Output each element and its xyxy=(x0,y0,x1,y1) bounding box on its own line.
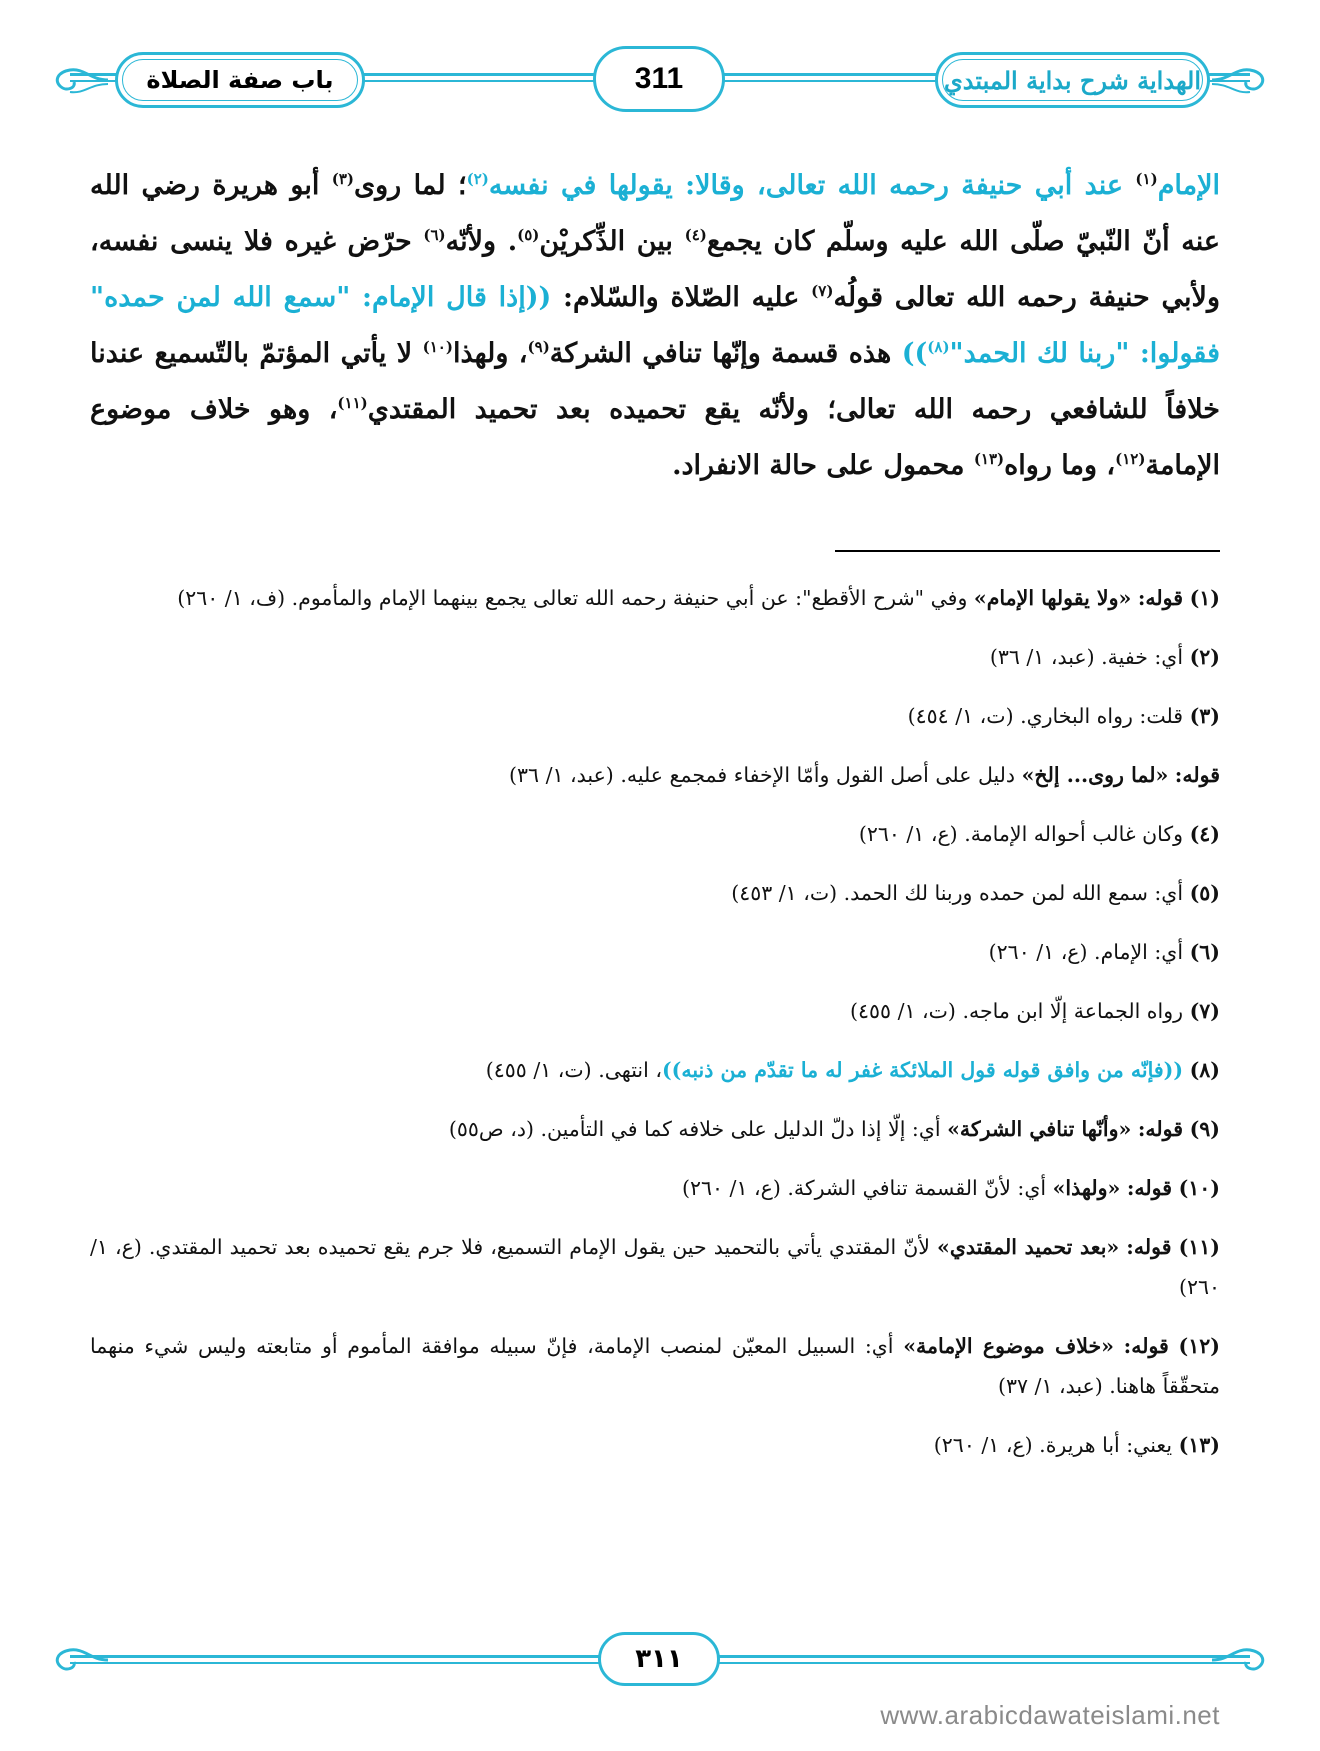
footnote-7: (٧) رواه الجماعة إلّا ابن ماجه. (ت، ١/ ٤٥٥) xyxy=(850,999,1220,1023)
footnote-ref[interactable]: (٩) xyxy=(527,338,550,356)
main-text xyxy=(90,158,1220,494)
commentary-text: أبو هريرة رضي الله عنه أنّ النّبيّ صلّى الله عليه وسلّم كان يجمع xyxy=(90,170,1220,257)
left-ornament-icon xyxy=(40,60,110,100)
footnote-ref[interactable]: (٥) xyxy=(517,226,540,244)
footnote-9: (٩) قوله: «وأنّها تنافي الشركة» أي: إلّا إذا دلّ الدليل على خلافه كما في التأمين. (د، ص٥٥) xyxy=(448,1117,1220,1141)
matn-text: الإمام xyxy=(1157,170,1220,201)
commentary-text: هذه قسمة وإنّها تنافي الشركة xyxy=(549,338,902,369)
footnote-ref[interactable]: (٤) xyxy=(684,226,707,244)
chapter-title: باب صفة الصلاة xyxy=(146,66,334,94)
footnote-3: (٣) قلت: رواه البخاري. (ت، ١/ ٤٥٤) xyxy=(907,704,1220,728)
commentary-text: ، وما رواه xyxy=(1004,450,1116,481)
footnotes xyxy=(90,578,1220,1484)
footnote-5: (٥) أي: سمع الله لمن حمده وربنا لك الحمد. (ت، ١/ ٤٥٣) xyxy=(731,881,1220,905)
commentary-text: محمول على حالة الانفراد. xyxy=(672,450,974,481)
footnote-ref[interactable]: (١) xyxy=(1135,170,1158,188)
header-page-number: 311 xyxy=(634,62,684,95)
commentary-text: لا يأتي المؤتمّ بالتّسميع عندنا خلافاً للشافعي رحمه الله تعالى؛ ولأنّه يقع تحميده بعد تحميد المقتدي xyxy=(90,338,1220,425)
website-url[interactable]: www.arabicdawateislami.net xyxy=(880,1700,1220,1730)
footnote-ref[interactable]: (٣) xyxy=(331,170,354,188)
matn-text: عند أبي حنيفة رحمه الله تعالى، وقالا: يقولها في نفسه xyxy=(488,170,1136,201)
footnote-11: (١١) قوله: «بعد تحميد المقتدي» لأنّ المقتدي يأتي بالتحميد حين يقول الإمام التسميع، فلا جرم يقع تحميده بعد تحميد المقتدي. (ع، ١/ ٢٦٠) xyxy=(90,1235,1220,1299)
commentary-text: بين الذِّكريْن xyxy=(539,226,685,257)
footnote-ref[interactable]: (٦) xyxy=(423,226,446,244)
chapter-title-box xyxy=(115,52,365,108)
commentary-text: ؛ لما روى xyxy=(354,170,467,201)
book-title: الهداية شرح بداية المبتدي xyxy=(944,65,1201,95)
footnote-4: (٤) وكان غالب أحواله الإمامة. (ع، ١/ ٢٦٠) xyxy=(858,822,1220,846)
footnote-ref[interactable]: (١٣) xyxy=(973,450,1005,468)
footnote-ref[interactable]: (٨) xyxy=(927,338,950,356)
footnote-10: (١٠) قوله: «ولهذا» أي: لأنّ القسمة تنافي الشركة. (ع، ١/ ٢٦٠) xyxy=(681,1176,1220,1200)
footnote-1: (١) قوله: «ولا يقولها الإمام» وفي "شرح الأقطع": عن أبي حنيفة رحمه الله تعالى يجمع بينهما الإمام والمأموم. (ف، ١/ ٢٦٠) xyxy=(177,586,1220,610)
footnote-3-extra: قوله: «لما روى... إلخ» دليل على أصل القول وأمّا الإخفاء فمجمع عليه. (عبد، ١/ ٣٦) xyxy=(509,763,1220,787)
footnote-ref[interactable]: (٢) xyxy=(466,170,489,188)
footer-left-ornament-icon xyxy=(40,1640,110,1680)
footnote-2: (٢) أي: خفية. (عبد، ١/ ٣٦) xyxy=(989,645,1220,669)
footer-page-number-box xyxy=(598,1632,720,1686)
footer-right-ornament-icon xyxy=(1210,1640,1280,1680)
hadith-text: ((إذا قال الإمام: "سمع الله لمن حمده" فقولوا: "ربنا لك الحمد" xyxy=(90,282,1221,369)
footnote-13: (١٣) يعني: أبا هريرة. (ع، ١/ ٢٦٠) xyxy=(933,1433,1220,1457)
footnote-12: (١٢) قوله: «خلاف موضوع الإمامة» أي: السبيل المعيّن لمنصب الإمامة، فإنّ سبيله موافقة المأموم أو متابعته وليس شيء منهما متحقّقاً هاهنا. (عبد، ١/ ٣٧) xyxy=(90,1334,1220,1398)
footnote-separator xyxy=(835,550,1220,552)
hadith-text: )) xyxy=(901,338,928,369)
footnote-ref[interactable]: (٧) xyxy=(811,282,834,300)
commentary-text: ، وهو خلاف موضوع الإمامة xyxy=(90,394,1220,481)
footnote-ref[interactable]: (١٠) xyxy=(422,338,453,356)
footnote-8: (٨) ((فإنّه من وافق قوله قول الملائكة غفر له ما تقدّم من ذنبه))، انتهى. (ت، ١/ ٤٥٥) xyxy=(485,1058,1220,1082)
page-number-box xyxy=(593,46,725,112)
commentary-text: حرّض غيره فلا ينسى نفسه، ولأبي حنيفة رحمه الله تعالى قولُه xyxy=(90,226,1220,313)
commentary-text: . ولأنّه xyxy=(445,226,518,257)
footer-page-number: ٣١١ xyxy=(635,1644,683,1674)
commentary-text: ، ولهذا xyxy=(452,338,528,369)
footnote-6: (٦) أي: الإمام. (ع، ١/ ٢٦٠) xyxy=(988,940,1220,964)
right-ornament-icon xyxy=(1210,60,1280,100)
commentary-text: عليه الصّلاة والسّلام: xyxy=(551,282,812,313)
footnote-ref[interactable]: (١٢) xyxy=(1115,450,1146,468)
book-title-box xyxy=(935,52,1210,108)
footnote-ref[interactable]: (١١) xyxy=(337,394,368,412)
